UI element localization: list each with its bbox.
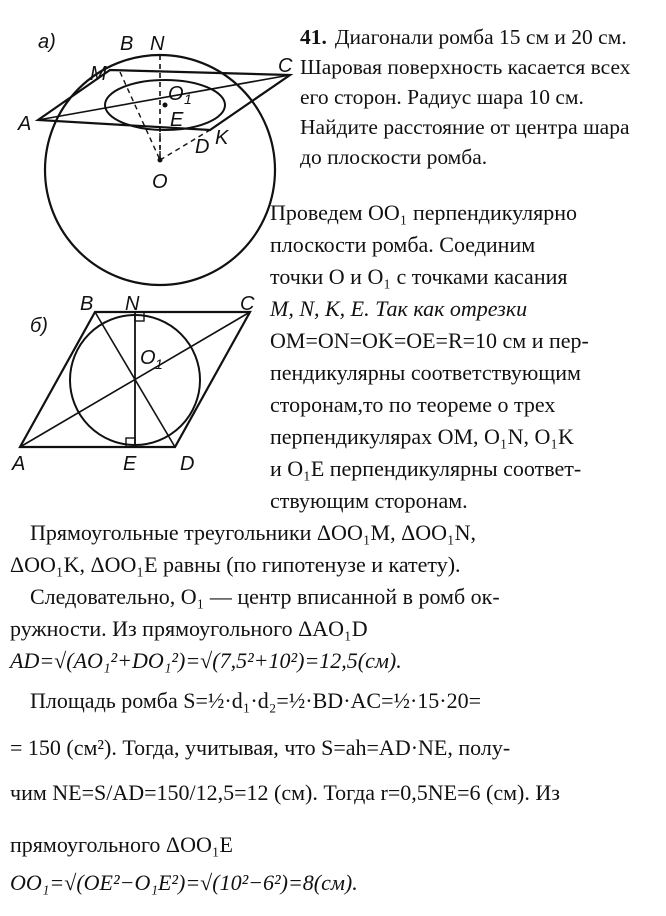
solution-line-16: Площадь ромба S=½·d₁·d₂=½·BD·AC=½·15·20= xyxy=(30,688,482,713)
figure-a xyxy=(10,20,300,290)
solution-line-4: M, N, K, E. Так как отрезки xyxy=(270,296,528,321)
label-b: B xyxy=(120,33,134,55)
solution-line-6: пендикулярны соответствующим xyxy=(270,360,581,385)
solution-line-17: = 150 (см²). Тогда, учитывая, что S=ah=AD·NE, полу- xyxy=(10,735,511,760)
solution-line-7: сторонам,то по теореме о трех xyxy=(270,392,556,417)
solution-line-9: и O₁E перпендикулярны соответ- xyxy=(270,456,582,481)
label-k: K xyxy=(215,127,229,149)
solution-line-8: перпендикулярах OM, O₁N, O₁K xyxy=(270,424,574,449)
solution-line-18: чим NE=S/AD=150/12,5=12 (см). Тогда r=0,5NE=6 (см). Из xyxy=(10,780,560,805)
figure-a-drawing xyxy=(10,20,300,290)
label-c-flat: C xyxy=(240,293,255,315)
label-b-flat: B xyxy=(80,293,94,315)
problem-text: Диагонали ромба 15 см и 20 см. Шаровая поверхность касается всех его сторон. Радиус шара 10 см. Найдите расстояние от центра шара до плоскости ромба. xyxy=(300,25,631,169)
solution-line-12: ΔOO₁K, ΔOO₁E равны (по гипотенузе и катету). xyxy=(10,552,461,577)
solution-line-15: AD=√(AO₁²+DO₁²)=√(7,5²+10²)=12,5(см). xyxy=(10,648,402,673)
figure-b xyxy=(10,292,280,482)
label-o1: O xyxy=(168,83,184,105)
solution-line-5: OM=ON=OK=OE=R=10 см и пер- xyxy=(270,328,589,353)
solution-line-10: ствующим сторонам. xyxy=(270,488,468,513)
solution-line-11: Прямоугольные треугольники ΔOO₁M, ΔOO₁N, xyxy=(30,520,477,545)
problem-number: 41. xyxy=(300,25,327,49)
label-d-flat: D xyxy=(180,453,195,475)
solution-line-1: Проведем OO₁ перпендикулярно xyxy=(270,200,578,225)
label-d: D xyxy=(195,136,210,158)
point-o1 xyxy=(163,103,168,108)
label-n: N xyxy=(150,33,165,55)
solution-line-3: точки O и O₁ с точками касания xyxy=(270,264,568,289)
label-n-flat: N xyxy=(125,293,140,315)
label-a: A xyxy=(18,113,32,135)
panel-label-b: б) xyxy=(30,315,48,337)
solution-line-13: Следовательно, O₁ — центр вписанной в ромб ок- xyxy=(30,584,500,609)
solution-line-2: плоскости ромба. Соединим xyxy=(270,232,536,257)
label-a-flat: A xyxy=(12,453,26,475)
label-o1-sub: 1 xyxy=(184,91,192,107)
label-o1-flat: O xyxy=(140,347,156,369)
diagonal-ac xyxy=(38,75,290,120)
solution-line-19: прямоугольного ΔOO₁E xyxy=(10,832,233,857)
label-e-flat: E xyxy=(123,453,137,475)
label-m: M xyxy=(90,63,107,85)
problem-statement xyxy=(300,22,652,172)
label-o: O xyxy=(152,171,168,193)
solution-line-14: ружности. Из прямоугольного ΔAO₁D xyxy=(10,616,368,641)
sphere-circle xyxy=(45,55,275,285)
solution-line-20: OO₁=√(OE²−O₁E²)=√(10²−6²)=8(см). xyxy=(10,870,358,895)
rhombus-abcd xyxy=(38,70,290,130)
label-e: E xyxy=(170,109,184,131)
figure-b-drawing xyxy=(10,292,280,482)
label-o1-sub-flat: 1 xyxy=(155,356,163,372)
panel-label-a: а) xyxy=(38,31,56,53)
point-o xyxy=(158,158,163,163)
label-c: C xyxy=(278,55,293,77)
segment-om xyxy=(120,72,160,160)
